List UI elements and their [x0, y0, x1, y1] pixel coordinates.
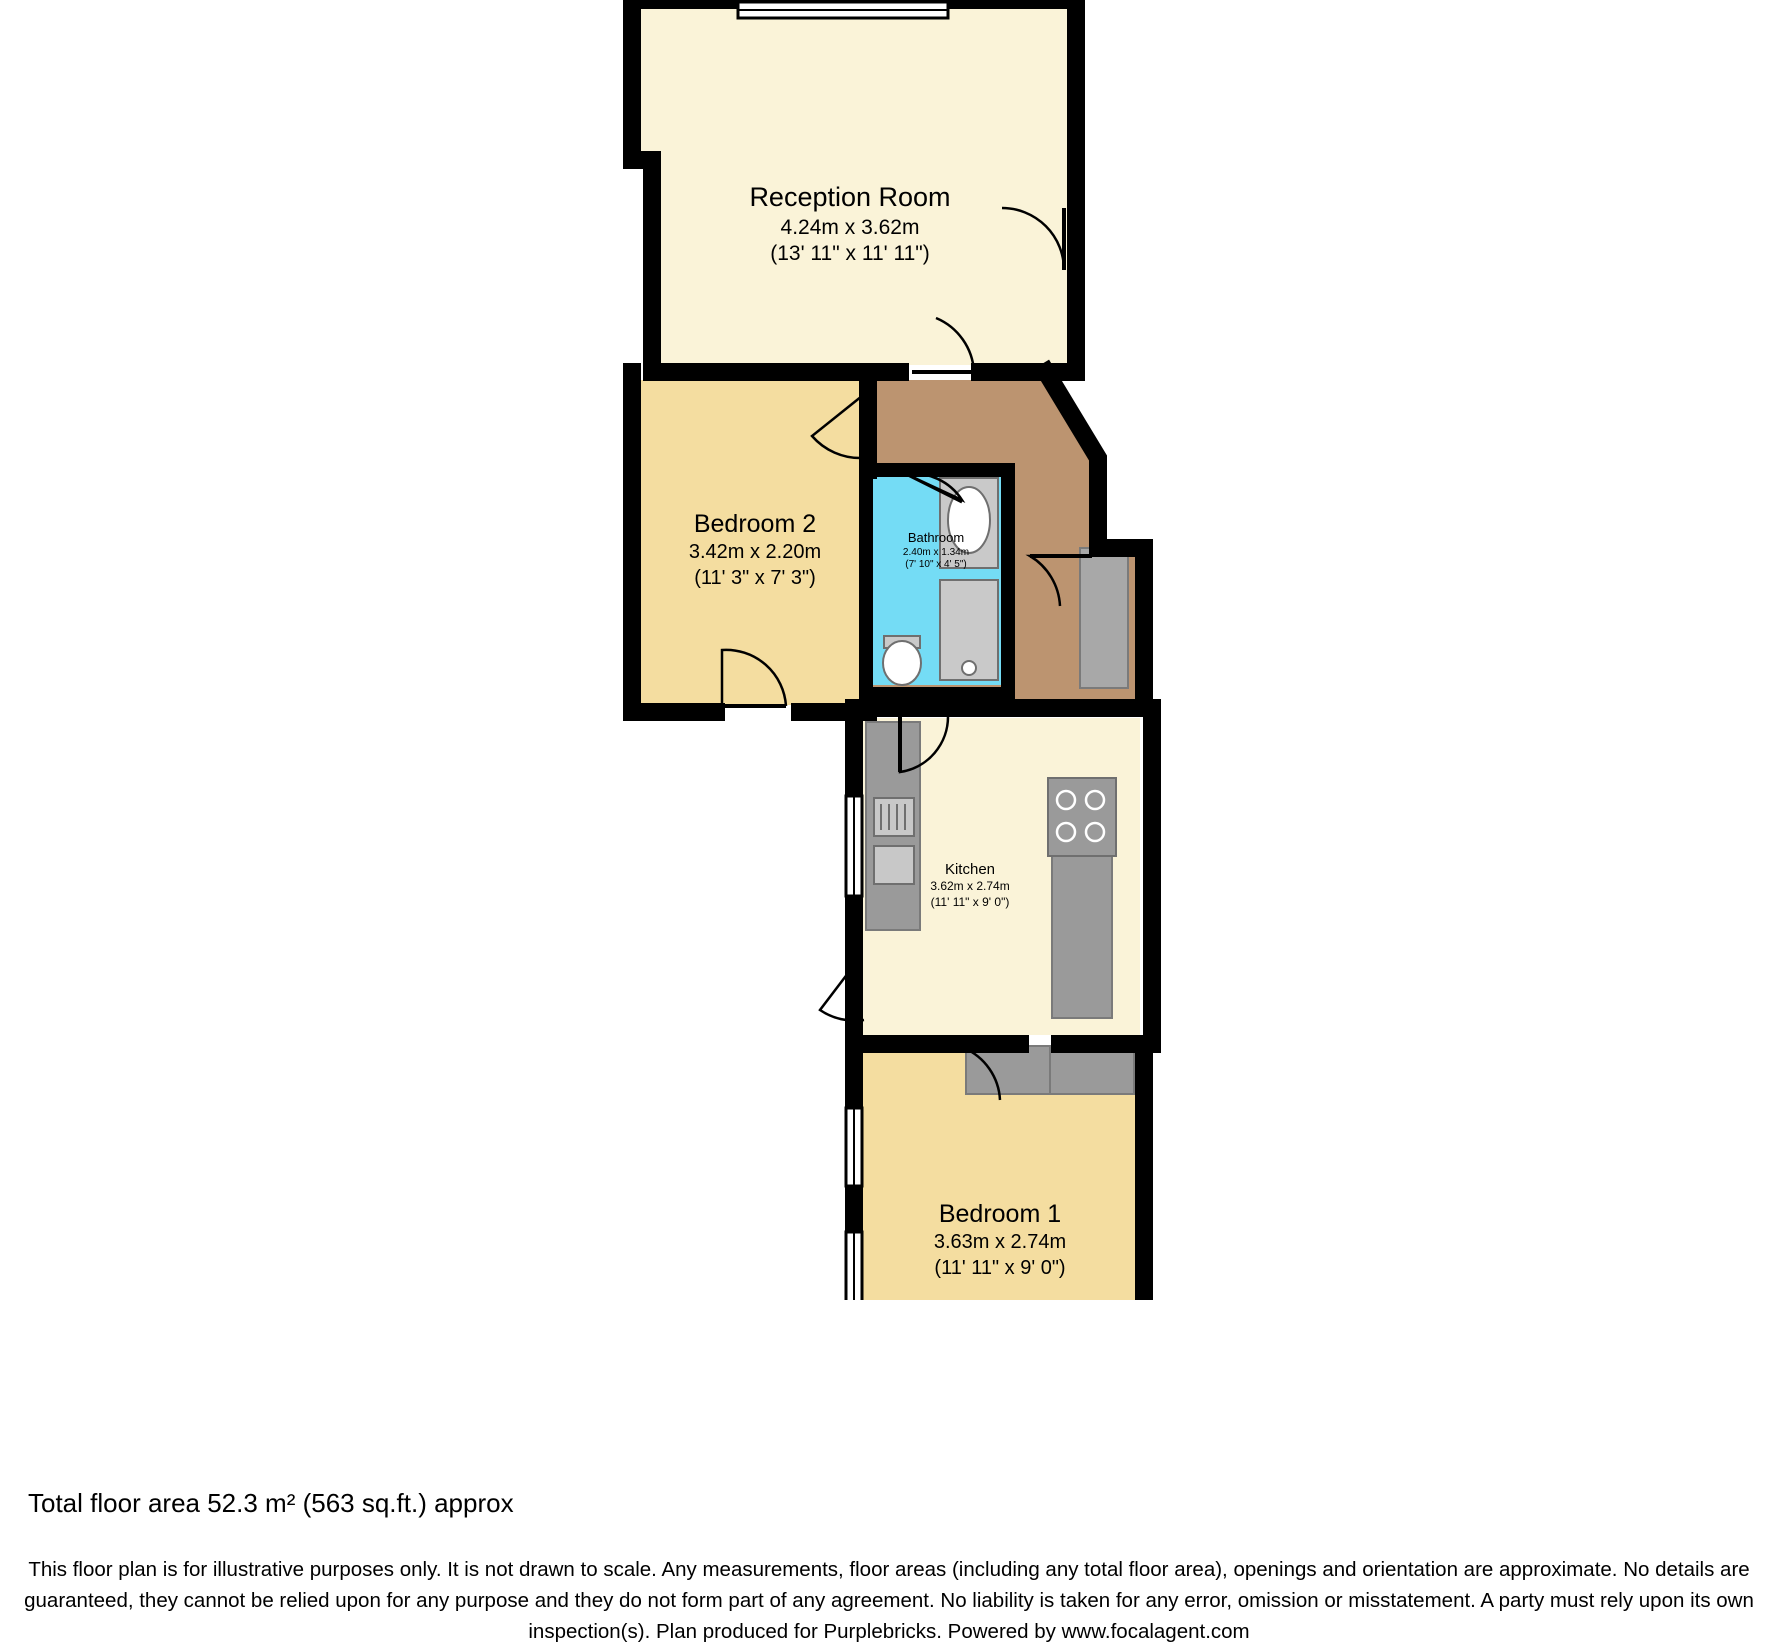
room-name-bedroom-1: Bedroom 1 [938, 1200, 1062, 1228]
room-dim-metric-bathroom: 2.40m x 1.34m [902, 546, 970, 558]
room-name-bedroom-2: Bedroom 2 [693, 510, 817, 538]
disclaimer-text: This floor plan is for illustrative purposes only. It is not drawn to scale. Any measurements, floor areas (including any total floor area), openings and orientation are approximate. No details are guaranteed, they cannot be relied upon for any purpose and they do not form part of any agreement. No liability is taken for any error, omission or misstatement. A party must rely upon its own inspection(s). Plan produced for Purplebricks. Powered by www.focalagent.com [24, 1558, 1754, 1643]
room-dim-metric-reception-room: 4.24m x 3.62m [780, 215, 920, 239]
room-name-kitchen: Kitchen [944, 861, 996, 878]
window-reception [738, 2, 948, 18]
room-dim-imperial-bathroom: (7' 10" x 4' 5") [905, 559, 967, 571]
room-dim-metric-bedroom-2: 3.42m x 2.20m [688, 541, 822, 563]
window-kitchen [846, 796, 862, 896]
reception-room-shape [640, 8, 1068, 365]
total-floor-area: Total floor area 52.3 m² (563 sq.ft.) approx [28, 1488, 514, 1518]
hall-storage-unit [1080, 548, 1128, 688]
room-dim-metric-kitchen: 3.62m x 2.74m [930, 879, 1010, 894]
room-dim-imperial-kitchen: (11' 11" x 9' 0") [930, 894, 1010, 909]
room-dim-imperial-reception-room: (13' 11" x 11' 11") [770, 242, 930, 266]
room-dim-imperial-bedroom-1: (11' 11" x 9' 0") [934, 1256, 1066, 1279]
room-dim-metric-bedroom-1: 3.63m x 2.74m [933, 1231, 1067, 1253]
room-name-bathroom: Bathroom [907, 530, 965, 545]
room-dim-imperial-bedroom-2: (11' 3" x 7' 3") [694, 566, 816, 589]
room-name-reception-room: Reception Room [749, 182, 951, 212]
